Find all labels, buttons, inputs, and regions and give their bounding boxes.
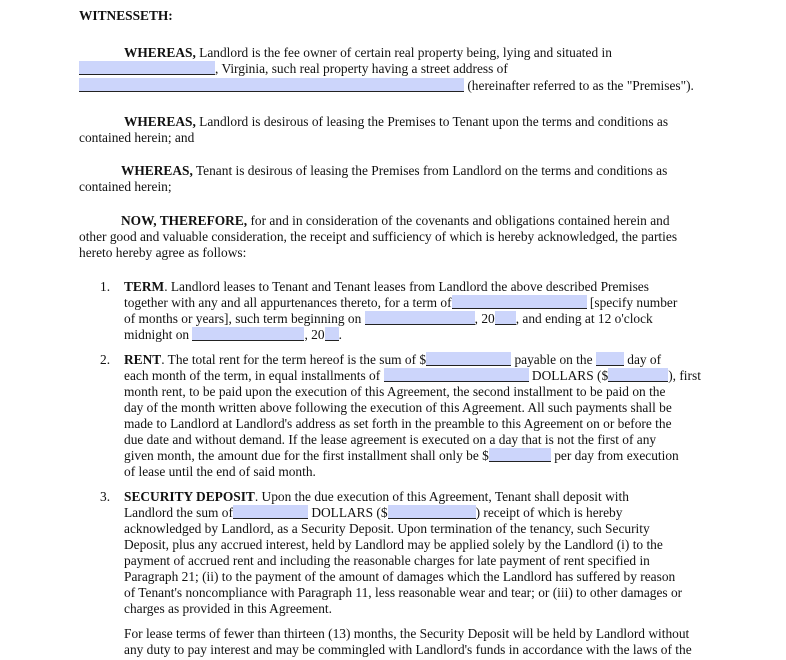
term-line-3: of months or years], such term beginning on , 20 , and ending at 12 o'clock xyxy=(124,311,653,326)
deposit-line-4: Deposit, plus any accrued interest, held by Landlord may be applied solely by the Landlord (i) to the xyxy=(124,537,663,552)
rent-line-1: RENT. The total rent for the term hereof is the sum of $ payable on the day of xyxy=(124,352,662,367)
deposit-amount-field[interactable] xyxy=(388,505,476,519)
rent-line-3: month rent, to be paid upon the execution of this Agreement, the second installment to be paid on the xyxy=(124,384,666,399)
total-rent-field[interactable] xyxy=(426,352,511,366)
rent-due-day-field[interactable] xyxy=(596,352,624,366)
deposit-line-5: payment of accrued rent and including the reasonable charges for late payment of rent specified in xyxy=(124,553,650,568)
witnesseth-heading: WITNESSETH: xyxy=(79,8,173,23)
rent-line-8: of lease until the end of said month. xyxy=(124,464,316,479)
term-start-year-field[interactable] xyxy=(495,311,516,325)
whereas-1-line-3: (hereinafter referred to as the "Premises"). xyxy=(79,78,694,94)
prorated-daily-rent-field[interactable] xyxy=(489,448,551,462)
now-therefore-line-3: hereto hereby agree as follows: xyxy=(79,245,247,260)
deposit-line-2: Landlord the sum of DOLLARS ($ ) receipt of which is hereby xyxy=(124,505,623,520)
whereas-3-line-2: contained herein; xyxy=(79,179,172,194)
term-length-field[interactable] xyxy=(452,295,587,309)
whereas-3-line-1: WHEREAS, Tenant is desirous of leasing the Premises from Landlord on the terms and conditions as xyxy=(121,163,668,178)
county-city-field[interactable] xyxy=(79,61,215,75)
rent-line-5: made to Landlord at Landlord's address as set forth in the preamble to this Agreement on or before the xyxy=(124,416,672,431)
installment-words-field[interactable] xyxy=(384,368,529,382)
deposit-line-7: of Tenant's noncompliance with Paragraph 11, less reasonable wear and tear; or (iii) to other damages or xyxy=(124,585,683,600)
term-start-date-field[interactable] xyxy=(365,311,475,325)
section-2-number: 2. xyxy=(100,352,111,367)
deposit-para2-line-1: For lease terms of fewer than thirteen (13) months, the Security Deposit will be held by Landlord without xyxy=(124,626,690,641)
whereas-2-line-1: WHEREAS, Landlord is desirous of leasing the Premises to Tenant upon the terms and conditions as xyxy=(124,114,669,129)
term-line-2: together with any and all appurtenances thereto, for a term of [specify number xyxy=(124,295,678,310)
deposit-line-6: Paragraph 21; (ii) to the payment of the amount of damages which the Landlord has suffered by reason xyxy=(124,569,676,584)
deposit-line-1: SECURITY DEPOSIT. Upon the due execution of this Agreement, Tenant shall deposit with xyxy=(124,489,629,504)
term-line-1: TERM. Landlord leases to Tenant and Tenant leases from Landlord the above described Premises xyxy=(124,279,649,294)
rent-line-7: given month, the amount due for the first installment shall only be $ per day from execution xyxy=(124,448,679,463)
deposit-line-8: charges as provided in this Agreement. xyxy=(124,601,332,616)
deposit-line-3: acknowledged by Landlord, as a Security Deposit. Upon termination of the tenancy, such Security xyxy=(124,521,650,536)
rent-line-6: due date and without demand. If the lease agreement is executed on a day that is not the first of any xyxy=(124,432,657,447)
rent-line-2: each month of the term, in equal installments of DOLLARS ($ ), first xyxy=(124,368,701,383)
installment-amount-field[interactable] xyxy=(608,368,668,382)
whereas-1-line-1: WHEREAS, Landlord is the fee owner of certain real property being, lying and situated in xyxy=(124,45,612,60)
deposit-para2-line-2: any duty to pay interest and may be commingled with Landlord's funds in accordance with the laws of the xyxy=(124,642,692,657)
deposit-words-field[interactable] xyxy=(233,505,308,519)
term-end-year-field[interactable] xyxy=(325,327,339,341)
whereas-1-line-2: , Virginia, such real property having a street address of xyxy=(79,61,508,77)
now-therefore-line-1: NOW, THEREFORE, for and in consideration of the covenants and obligations contained herein and xyxy=(121,213,670,228)
section-1-number: 1. xyxy=(100,279,111,294)
now-therefore-line-2: other good and valuable consideration, the receipt and sufficiency of which is hereby acknowledged, the parties xyxy=(79,229,678,244)
section-3-number: 3. xyxy=(100,489,111,504)
whereas-2-line-2: contained herein; and xyxy=(79,130,195,145)
street-address-field[interactable] xyxy=(79,78,464,92)
term-end-date-field[interactable] xyxy=(192,327,304,341)
rent-line-4: day of the month written above following the execution of this Agreement. All such payments shall be xyxy=(124,400,672,415)
term-line-4: midnight on , 20 . xyxy=(124,327,342,342)
